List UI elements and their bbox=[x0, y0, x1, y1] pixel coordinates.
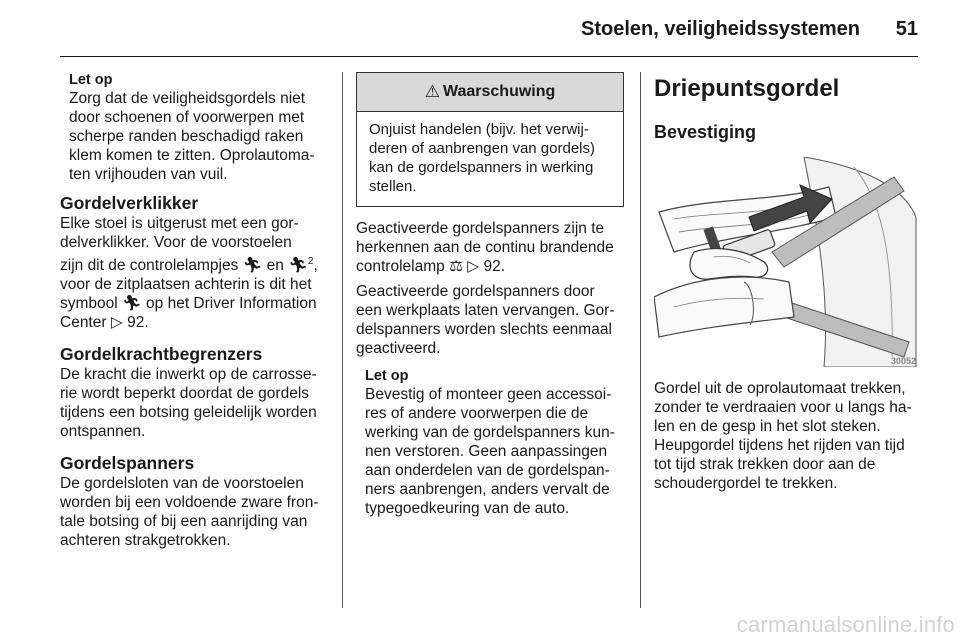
seatbelt-illustration bbox=[654, 157, 918, 367]
body-line: len en de gesp in het slot steken. bbox=[654, 418, 881, 435]
note-line: aan onderdelen van de gordelspan- bbox=[365, 462, 610, 479]
body-line: tot tijd strak trekken door aan de bbox=[654, 456, 876, 473]
body-text: en bbox=[266, 257, 284, 275]
body-line: schoudergordel te trekken. bbox=[654, 475, 838, 492]
column-divider-1 bbox=[342, 72, 343, 608]
body-line bbox=[60, 294, 328, 313]
page-reference-icon: ▷ bbox=[467, 258, 480, 275]
page-reference-icon: ▷ bbox=[110, 314, 123, 332]
body-line: tale botsing of bij een aanrijding van bbox=[60, 513, 308, 531]
seatbelt-drawing bbox=[654, 157, 918, 367]
body-line bbox=[60, 313, 328, 332]
body-line: Elke stoel is uitgerust met een gor- bbox=[60, 215, 299, 232]
body-line: Heupgordel tijdens het rijden van tijd bbox=[654, 437, 905, 454]
note-line: werking van de gordelspanners kun- bbox=[365, 424, 615, 441]
warning-line: deren of aanbrengen van gordels) bbox=[369, 140, 595, 157]
body-text: symbool bbox=[60, 295, 118, 313]
warning-box bbox=[356, 72, 624, 207]
superscript: 2 bbox=[307, 256, 314, 267]
body-line: Gordel uit de oprolautomaat trekken, bbox=[654, 380, 906, 397]
body-line: De kracht die inwerkt op de carrosse- bbox=[60, 366, 317, 384]
body-line: De gordelsloten van de voorstoelen bbox=[60, 475, 304, 493]
body-line: geactiveerd. bbox=[356, 340, 441, 357]
note-line: scherpe randen beschadigd raken bbox=[69, 128, 304, 145]
seatbelt-warning-icon: 🏃︎ bbox=[242, 257, 263, 275]
body-text: controlelamp bbox=[356, 258, 445, 275]
body-line: ontspannen. bbox=[60, 423, 146, 441]
body-line: voor de zitplaatsen achterin is dit het bbox=[60, 276, 312, 294]
warning-line: Onjuist handelen (bijv. het verwij- bbox=[369, 121, 589, 138]
watermark: carmanualsonline.info bbox=[736, 612, 955, 637]
image-code: 30052 bbox=[890, 356, 916, 366]
body-line: tijdens een botsing geleidelijk worden bbox=[60, 404, 317, 422]
body-text: zijn dit de controlelampjes bbox=[60, 257, 239, 275]
note-line: door schoenen of voorwerpen met bbox=[69, 109, 305, 126]
column-2 bbox=[356, 72, 624, 518]
header-title: Stoelen, veiligheidssystemen bbox=[581, 18, 860, 40]
body-line: Geactiveerde gordelspanners zijn te bbox=[356, 220, 605, 237]
body-line: delverklikker. Voor de voorstoelen bbox=[60, 234, 292, 251]
airbag-warning-icon: ⚖︎ bbox=[449, 258, 463, 275]
note-line: ners aanbrengen, anders vervalt de bbox=[365, 481, 610, 498]
body-text: , bbox=[313, 257, 318, 275]
note-block bbox=[365, 368, 624, 518]
heading-gordelspanners: Gordelspanners bbox=[60, 453, 195, 474]
body-line: herkennen aan de continu brandende bbox=[356, 239, 614, 256]
note-line: typegoedkeuring van de auto. bbox=[365, 500, 570, 517]
body-line: zonder te verdraaien voor u langs ha- bbox=[654, 399, 912, 416]
warning-line: kan de gordelspanners in werking bbox=[369, 159, 594, 176]
body-line: worden bij een voldoende zware fron- bbox=[60, 494, 319, 512]
column-1 bbox=[60, 72, 328, 550]
seatbelt-warning-icon: 🏃︎ bbox=[122, 295, 142, 313]
warning-title: Waarschuwing bbox=[442, 83, 556, 100]
warning-body bbox=[357, 112, 623, 206]
page-reference: 92. bbox=[127, 314, 149, 332]
body-line bbox=[60, 252, 328, 275]
heading-bevestiging: Bevestiging bbox=[654, 122, 757, 142]
heading-gordelverklikker: Gordelverklikker bbox=[60, 193, 199, 213]
note-line: nen verstoren. Geen aanpassingen bbox=[365, 443, 608, 460]
body-text: Center bbox=[60, 314, 107, 332]
header-rule bbox=[60, 56, 918, 57]
body-line: delspanners worden slechts eenmaal bbox=[356, 321, 612, 338]
warning-line: stellen. bbox=[369, 178, 417, 195]
note-line: Bevestig of monteer geen accessoi- bbox=[365, 386, 612, 403]
column-3 bbox=[654, 72, 920, 493]
body-line: achteren strakgetrokken. bbox=[60, 532, 231, 550]
note-line: res of andere voorwerpen die de bbox=[365, 405, 589, 422]
heading-gordelkrachtbegrenzers: Gordelkrachtbegrenzers bbox=[60, 344, 263, 365]
warning-header bbox=[357, 73, 623, 112]
note-line: ten vrijhouden van vuil. bbox=[69, 166, 228, 183]
seatbelt-warning-icon: 🏃︎ bbox=[288, 257, 308, 275]
page-number: 51 bbox=[895, 18, 918, 40]
body-line: Geactiveerde gordelspanners door bbox=[356, 283, 595, 300]
heading-driepuntsgordel: Driepuntsgordel bbox=[654, 75, 840, 102]
body-line bbox=[356, 257, 624, 276]
column-divider-2 bbox=[640, 72, 641, 608]
note-line: klem komen te zitten. Oprolautoma- bbox=[69, 147, 315, 164]
page-reference: 92. bbox=[483, 258, 506, 275]
note-block bbox=[69, 72, 328, 184]
note-line: Zorg dat de veiligheidsgordels niet bbox=[69, 90, 306, 107]
note-label: Let op bbox=[365, 368, 409, 384]
body-text: op het Driver Information bbox=[146, 295, 317, 313]
body-line: rie wordt beperkt doordat de gordels bbox=[60, 385, 310, 403]
note-label: Let op bbox=[69, 72, 113, 88]
warning-triangle-icon: ⚠︎ bbox=[424, 82, 440, 101]
body-line: een werkplaats laten vervangen. Gor- bbox=[356, 302, 615, 319]
